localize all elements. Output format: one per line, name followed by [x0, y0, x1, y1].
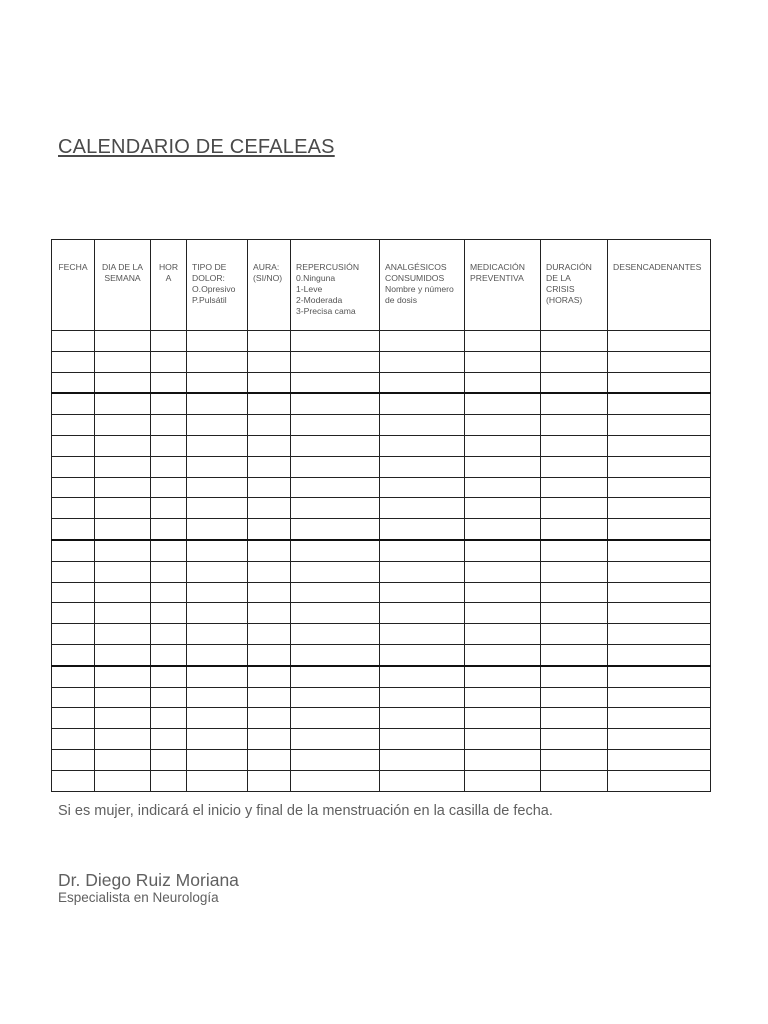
- table-row: [52, 372, 711, 393]
- cell-medicacion[interactable]: [465, 666, 541, 687]
- cell-fecha[interactable]: [52, 687, 95, 708]
- cell-dia[interactable]: [95, 415, 151, 436]
- cell-desencadenantes[interactable]: [608, 540, 711, 561]
- cell-hora[interactable]: [151, 770, 187, 791]
- cell-desencadenantes[interactable]: [608, 456, 711, 477]
- cell-repercusion[interactable]: [291, 351, 380, 372]
- cell-analgesicos[interactable]: [380, 582, 465, 603]
- cell-hora[interactable]: [151, 393, 187, 414]
- cell-desencadenantes[interactable]: [608, 582, 711, 603]
- cell-duracion[interactable]: [541, 708, 608, 729]
- cell-dia[interactable]: [95, 331, 151, 352]
- cell-desencadenantes[interactable]: [608, 393, 711, 414]
- cell-medicacion[interactable]: [465, 331, 541, 352]
- cell-medicacion[interactable]: [465, 603, 541, 624]
- cell-hora[interactable]: [151, 331, 187, 352]
- doctor-specialty: Especialista en Neurología: [58, 890, 219, 905]
- table-row: [52, 519, 711, 540]
- table-row: [52, 456, 711, 477]
- cell-tipo[interactable]: [187, 372, 248, 393]
- cell-dia[interactable]: [95, 519, 151, 540]
- cell-aura[interactable]: [248, 561, 291, 582]
- cell-desencadenantes[interactable]: [608, 498, 711, 519]
- column-header-dia-line: SEMANA: [104, 273, 141, 283]
- cell-dia[interactable]: [95, 477, 151, 498]
- cell-repercusion[interactable]: [291, 540, 380, 561]
- cell-hora[interactable]: [151, 477, 187, 498]
- column-header-fecha-line: FECHA: [58, 262, 88, 272]
- cell-fecha[interactable]: [52, 540, 95, 561]
- cell-dia[interactable]: [95, 770, 151, 791]
- cell-duracion[interactable]: [541, 351, 608, 372]
- cell-tipo[interactable]: [187, 749, 248, 770]
- cell-duracion[interactable]: [541, 498, 608, 519]
- cell-aura[interactable]: [248, 456, 291, 477]
- cell-duracion[interactable]: [541, 603, 608, 624]
- cell-hora[interactable]: [151, 498, 187, 519]
- cell-fecha[interactable]: [52, 561, 95, 582]
- cell-analgesicos[interactable]: [380, 644, 465, 665]
- table-row: [52, 561, 711, 582]
- cell-dia[interactable]: [95, 624, 151, 645]
- cell-duracion[interactable]: [541, 561, 608, 582]
- cell-hora[interactable]: [151, 372, 187, 393]
- column-header-hora-line: HOR: [158, 262, 179, 272]
- cell-repercusion[interactable]: [291, 644, 380, 665]
- cell-aura[interactable]: [248, 770, 291, 791]
- cell-fecha[interactable]: [52, 498, 95, 519]
- cell-repercusion[interactable]: [291, 582, 380, 603]
- cell-duracion[interactable]: [541, 540, 608, 561]
- cell-aura[interactable]: [248, 393, 291, 414]
- cell-fecha[interactable]: [52, 729, 95, 750]
- cell-repercusion[interactable]: [291, 603, 380, 624]
- cell-aura[interactable]: [248, 540, 291, 561]
- column-header-tipo-line: DOLOR:: [192, 273, 225, 283]
- table-row: [52, 708, 711, 729]
- cell-analgesicos[interactable]: [380, 393, 465, 414]
- cell-fecha[interactable]: [52, 666, 95, 687]
- cell-analgesicos[interactable]: [380, 687, 465, 708]
- cell-duracion[interactable]: [541, 519, 608, 540]
- cell-repercusion[interactable]: [291, 331, 380, 352]
- cell-tipo[interactable]: [187, 351, 248, 372]
- cell-tipo[interactable]: [187, 331, 248, 352]
- cell-desencadenantes[interactable]: [608, 351, 711, 372]
- cell-aura[interactable]: [248, 729, 291, 750]
- cell-dia[interactable]: [95, 372, 151, 393]
- cell-fecha[interactable]: [52, 351, 95, 372]
- cell-hora[interactable]: [151, 456, 187, 477]
- cell-hora[interactable]: [151, 415, 187, 436]
- column-header-medicacion: [465, 240, 541, 331]
- cell-tipo[interactable]: [187, 540, 248, 561]
- cell-dia[interactable]: [95, 644, 151, 665]
- table-row: [52, 687, 711, 708]
- cell-tipo[interactable]: [187, 435, 248, 456]
- column-header-analgesicos-line: de dosis: [385, 295, 418, 305]
- table-body: [52, 331, 711, 792]
- cell-medicacion[interactable]: [465, 729, 541, 750]
- table-row: [52, 351, 711, 372]
- cell-duracion[interactable]: [541, 477, 608, 498]
- cell-medicacion[interactable]: [465, 351, 541, 372]
- cell-tipo[interactable]: [187, 603, 248, 624]
- cell-desencadenantes[interactable]: [608, 519, 711, 540]
- cell-hora[interactable]: [151, 666, 187, 687]
- column-header-aura-line: AURA:: [253, 262, 280, 272]
- cell-tipo[interactable]: [187, 666, 248, 687]
- cell-tipo[interactable]: [187, 687, 248, 708]
- cell-analgesicos[interactable]: [380, 770, 465, 791]
- cell-tipo[interactable]: [187, 708, 248, 729]
- column-header-desencadenantes-line: DESENCADENANTES: [613, 262, 702, 272]
- cell-hora[interactable]: [151, 644, 187, 665]
- table-header-row: [52, 240, 711, 331]
- cell-desencadenantes[interactable]: [608, 708, 711, 729]
- cell-dia[interactable]: [95, 687, 151, 708]
- column-header-dia-line: DIA DE LA: [101, 262, 144, 272]
- cell-analgesicos[interactable]: [380, 540, 465, 561]
- cell-repercusion[interactable]: [291, 624, 380, 645]
- column-header-analgesicos-line: CONSUMIDOS: [385, 273, 445, 283]
- cell-analgesicos[interactable]: [380, 729, 465, 750]
- cell-hora[interactable]: [151, 351, 187, 372]
- column-header-repercusion-line: 0.Ninguna: [296, 273, 336, 283]
- cell-medicacion[interactable]: [465, 540, 541, 561]
- cell-repercusion[interactable]: [291, 708, 380, 729]
- cell-analgesicos[interactable]: [380, 415, 465, 436]
- cell-analgesicos[interactable]: [380, 603, 465, 624]
- cell-repercusion[interactable]: [291, 477, 380, 498]
- cell-aura[interactable]: [248, 519, 291, 540]
- cell-duracion[interactable]: [541, 666, 608, 687]
- cell-tipo[interactable]: [187, 456, 248, 477]
- cell-medicacion[interactable]: [465, 393, 541, 414]
- cell-hora[interactable]: [151, 540, 187, 561]
- menstruation-note: Si es mujer, indicará el inicio y final de la menstruación en la casilla de fecha.: [58, 803, 553, 819]
- cell-duracion[interactable]: [541, 372, 608, 393]
- cell-hora[interactable]: [151, 519, 187, 540]
- table-row: [52, 603, 711, 624]
- cell-medicacion[interactable]: [465, 477, 541, 498]
- cell-repercusion[interactable]: [291, 415, 380, 436]
- cell-repercusion[interactable]: [291, 666, 380, 687]
- cell-fecha[interactable]: [52, 749, 95, 770]
- column-header-duracion: [541, 240, 608, 331]
- cell-duracion[interactable]: [541, 582, 608, 603]
- cell-tipo[interactable]: [187, 582, 248, 603]
- cell-repercusion[interactable]: [291, 393, 380, 414]
- cell-aura[interactable]: [248, 351, 291, 372]
- cell-dia[interactable]: [95, 393, 151, 414]
- cell-fecha[interactable]: [52, 582, 95, 603]
- column-header-hora: [151, 240, 187, 331]
- cell-hora[interactable]: [151, 582, 187, 603]
- cell-aura[interactable]: [248, 477, 291, 498]
- column-header-repercusion-line: 2-Moderada: [296, 295, 343, 305]
- cell-aura[interactable]: [248, 331, 291, 352]
- table-row: [52, 770, 711, 791]
- cell-aura[interactable]: [248, 666, 291, 687]
- cell-analgesicos[interactable]: [380, 666, 465, 687]
- cell-desencadenantes[interactable]: [608, 331, 711, 352]
- cell-analgesicos[interactable]: [380, 331, 465, 352]
- cell-dia[interactable]: [95, 498, 151, 519]
- cell-analgesicos[interactable]: [380, 372, 465, 393]
- column-header-aura: [248, 240, 291, 331]
- cell-fecha[interactable]: [52, 456, 95, 477]
- cell-desencadenantes[interactable]: [608, 687, 711, 708]
- cell-desencadenantes[interactable]: [608, 729, 711, 750]
- cell-medicacion[interactable]: [465, 456, 541, 477]
- cell-aura[interactable]: [248, 644, 291, 665]
- cell-fecha[interactable]: [52, 519, 95, 540]
- cell-dia[interactable]: [95, 351, 151, 372]
- table-row: [52, 644, 711, 665]
- cell-aura[interactable]: [248, 415, 291, 436]
- cell-duracion[interactable]: [541, 770, 608, 791]
- column-header-tipo-line: O.Opresivo: [192, 284, 236, 294]
- table-row: [52, 624, 711, 645]
- cell-medicacion[interactable]: [465, 582, 541, 603]
- column-header-desencadenantes: [608, 240, 711, 331]
- cell-tipo[interactable]: [187, 519, 248, 540]
- cell-analgesicos[interactable]: [380, 477, 465, 498]
- cell-duracion[interactable]: [541, 393, 608, 414]
- column-header-repercusion-line: REPERCUSIÓN: [296, 262, 360, 272]
- cell-hora[interactable]: [151, 561, 187, 582]
- cell-medicacion[interactable]: [465, 372, 541, 393]
- table-row: [52, 415, 711, 436]
- column-header-medicacion-line: PREVENTIVA: [470, 273, 524, 283]
- cell-fecha[interactable]: [52, 624, 95, 645]
- cell-aura[interactable]: [248, 582, 291, 603]
- cell-analgesicos[interactable]: [380, 456, 465, 477]
- cell-desencadenantes[interactable]: [608, 477, 711, 498]
- cell-repercusion[interactable]: [291, 498, 380, 519]
- cell-duracion[interactable]: [541, 749, 608, 770]
- cell-tipo[interactable]: [187, 729, 248, 750]
- cell-fecha[interactable]: [52, 393, 95, 414]
- cell-aura[interactable]: [248, 372, 291, 393]
- cell-tipo[interactable]: [187, 561, 248, 582]
- cell-desencadenantes[interactable]: [608, 624, 711, 645]
- cell-medicacion[interactable]: [465, 435, 541, 456]
- cell-aura[interactable]: [248, 603, 291, 624]
- cell-aura[interactable]: [248, 708, 291, 729]
- cell-tipo[interactable]: [187, 477, 248, 498]
- cell-analgesicos[interactable]: [380, 708, 465, 729]
- cell-tipo[interactable]: [187, 415, 248, 436]
- table-row: [52, 582, 711, 603]
- cell-desencadenantes[interactable]: [608, 415, 711, 436]
- cell-medicacion[interactable]: [465, 687, 541, 708]
- cell-duracion[interactable]: [541, 415, 608, 436]
- cell-fecha[interactable]: [52, 708, 95, 729]
- cell-repercusion[interactable]: [291, 561, 380, 582]
- column-header-repercusion: [291, 240, 380, 331]
- cell-medicacion[interactable]: [465, 498, 541, 519]
- cell-dia[interactable]: [95, 435, 151, 456]
- cell-hora[interactable]: [151, 603, 187, 624]
- cell-repercusion[interactable]: [291, 519, 380, 540]
- cell-analgesicos[interactable]: [380, 561, 465, 582]
- column-header-tipo-line: P.Pulsátil: [192, 295, 227, 305]
- cell-aura[interactable]: [248, 624, 291, 645]
- cell-hora[interactable]: [151, 749, 187, 770]
- cell-tipo[interactable]: [187, 770, 248, 791]
- cell-fecha[interactable]: [52, 477, 95, 498]
- cell-medicacion[interactable]: [465, 561, 541, 582]
- cell-analgesicos[interactable]: [380, 435, 465, 456]
- column-header-medicacion-line: MEDICACIÓN: [470, 262, 525, 272]
- cell-aura[interactable]: [248, 687, 291, 708]
- table-row: [52, 331, 711, 352]
- cell-tipo[interactable]: [187, 624, 248, 645]
- cell-medicacion[interactable]: [465, 519, 541, 540]
- doctor-name: Dr. Diego Ruiz Moriana: [58, 870, 239, 890]
- cell-medicacion[interactable]: [465, 708, 541, 729]
- cell-hora[interactable]: [151, 687, 187, 708]
- cell-dia[interactable]: [95, 561, 151, 582]
- cell-desencadenantes[interactable]: [608, 666, 711, 687]
- table-row: [52, 749, 711, 770]
- cell-duracion[interactable]: [541, 624, 608, 645]
- cell-desencadenantes[interactable]: [608, 603, 711, 624]
- cell-analgesicos[interactable]: [380, 351, 465, 372]
- cell-repercusion[interactable]: [291, 372, 380, 393]
- cell-repercusion[interactable]: [291, 749, 380, 770]
- cell-duracion[interactable]: [541, 687, 608, 708]
- cell-medicacion[interactable]: [465, 749, 541, 770]
- cell-repercusion[interactable]: [291, 770, 380, 791]
- column-header-duracion-line: DURACIÓN: [546, 262, 592, 272]
- cell-hora[interactable]: [151, 624, 187, 645]
- cell-repercusion[interactable]: [291, 456, 380, 477]
- column-header-repercusion-line: 1-Leve: [296, 284, 323, 294]
- cell-fecha[interactable]: [52, 415, 95, 436]
- cell-desencadenantes[interactable]: [608, 749, 711, 770]
- cell-hora[interactable]: [151, 729, 187, 750]
- cell-medicacion[interactable]: [465, 770, 541, 791]
- headache-calendar-table: [51, 239, 711, 792]
- cell-repercusion[interactable]: [291, 687, 380, 708]
- cell-fecha[interactable]: [52, 770, 95, 791]
- column-header-repercusion-line: 3-Precisa cama: [296, 306, 356, 316]
- document-title: CALENDARIO DE CEFALEAS: [58, 136, 335, 158]
- cell-dia[interactable]: [95, 582, 151, 603]
- cell-analgesicos[interactable]: [380, 519, 465, 540]
- cell-analgesicos[interactable]: [380, 498, 465, 519]
- cell-duracion[interactable]: [541, 435, 608, 456]
- cell-aura[interactable]: [248, 435, 291, 456]
- column-header-dia: [95, 240, 151, 331]
- cell-analgesicos[interactable]: [380, 624, 465, 645]
- cell-dia[interactable]: [95, 708, 151, 729]
- cell-medicacion[interactable]: [465, 415, 541, 436]
- cell-desencadenantes[interactable]: [608, 644, 711, 665]
- cell-dia[interactable]: [95, 729, 151, 750]
- table-row: [52, 729, 711, 750]
- cell-hora[interactable]: [151, 708, 187, 729]
- cell-fecha[interactable]: [52, 644, 95, 665]
- cell-duracion[interactable]: [541, 456, 608, 477]
- cell-dia[interactable]: [95, 456, 151, 477]
- table-row: [52, 540, 711, 561]
- table-row: [52, 666, 711, 687]
- cell-desencadenantes[interactable]: [608, 770, 711, 791]
- table-row: [52, 477, 711, 498]
- cell-duracion[interactable]: [541, 331, 608, 352]
- column-header-tipo-line: TIPO DE: [192, 262, 227, 272]
- column-header-analgesicos: [380, 240, 465, 331]
- cell-desencadenantes[interactable]: [608, 561, 711, 582]
- table-row: [52, 498, 711, 519]
- cell-fecha[interactable]: [52, 331, 95, 352]
- column-header-analgesicos-line: Nombre y número: [385, 284, 454, 294]
- cell-dia[interactable]: [95, 540, 151, 561]
- table-row: [52, 435, 711, 456]
- column-header-duracion-line: (HORAS): [546, 295, 583, 305]
- cell-duracion[interactable]: [541, 644, 608, 665]
- column-header-aura-line: (SI/NO): [253, 273, 283, 283]
- column-header-fecha: [52, 240, 95, 331]
- cell-dia[interactable]: [95, 603, 151, 624]
- cell-dia[interactable]: [95, 749, 151, 770]
- cell-fecha[interactable]: [52, 435, 95, 456]
- cell-tipo[interactable]: [187, 498, 248, 519]
- cell-repercusion[interactable]: [291, 729, 380, 750]
- cell-desencadenantes[interactable]: [608, 435, 711, 456]
- cell-medicacion[interactable]: [465, 624, 541, 645]
- cell-fecha[interactable]: [52, 372, 95, 393]
- column-header-analgesicos-line: ANALGÉSICOS: [385, 262, 447, 272]
- cell-tipo[interactable]: [187, 393, 248, 414]
- cell-hora[interactable]: [151, 435, 187, 456]
- column-header-duracion-line: CRISIS: [546, 284, 575, 294]
- cell-desencadenantes[interactable]: [608, 372, 711, 393]
- cell-fecha[interactable]: [52, 603, 95, 624]
- column-header-duracion-line: DE LA: [546, 273, 571, 283]
- cell-aura[interactable]: [248, 749, 291, 770]
- column-header-hora-line: A: [165, 273, 172, 283]
- table-row: [52, 393, 711, 414]
- cell-medicacion[interactable]: [465, 644, 541, 665]
- column-header-tipo: [187, 240, 248, 331]
- cell-tipo[interactable]: [187, 644, 248, 665]
- cell-analgesicos[interactable]: [380, 749, 465, 770]
- cell-repercusion[interactable]: [291, 435, 380, 456]
- cell-dia[interactable]: [95, 666, 151, 687]
- cell-aura[interactable]: [248, 498, 291, 519]
- cell-duracion[interactable]: [541, 729, 608, 750]
